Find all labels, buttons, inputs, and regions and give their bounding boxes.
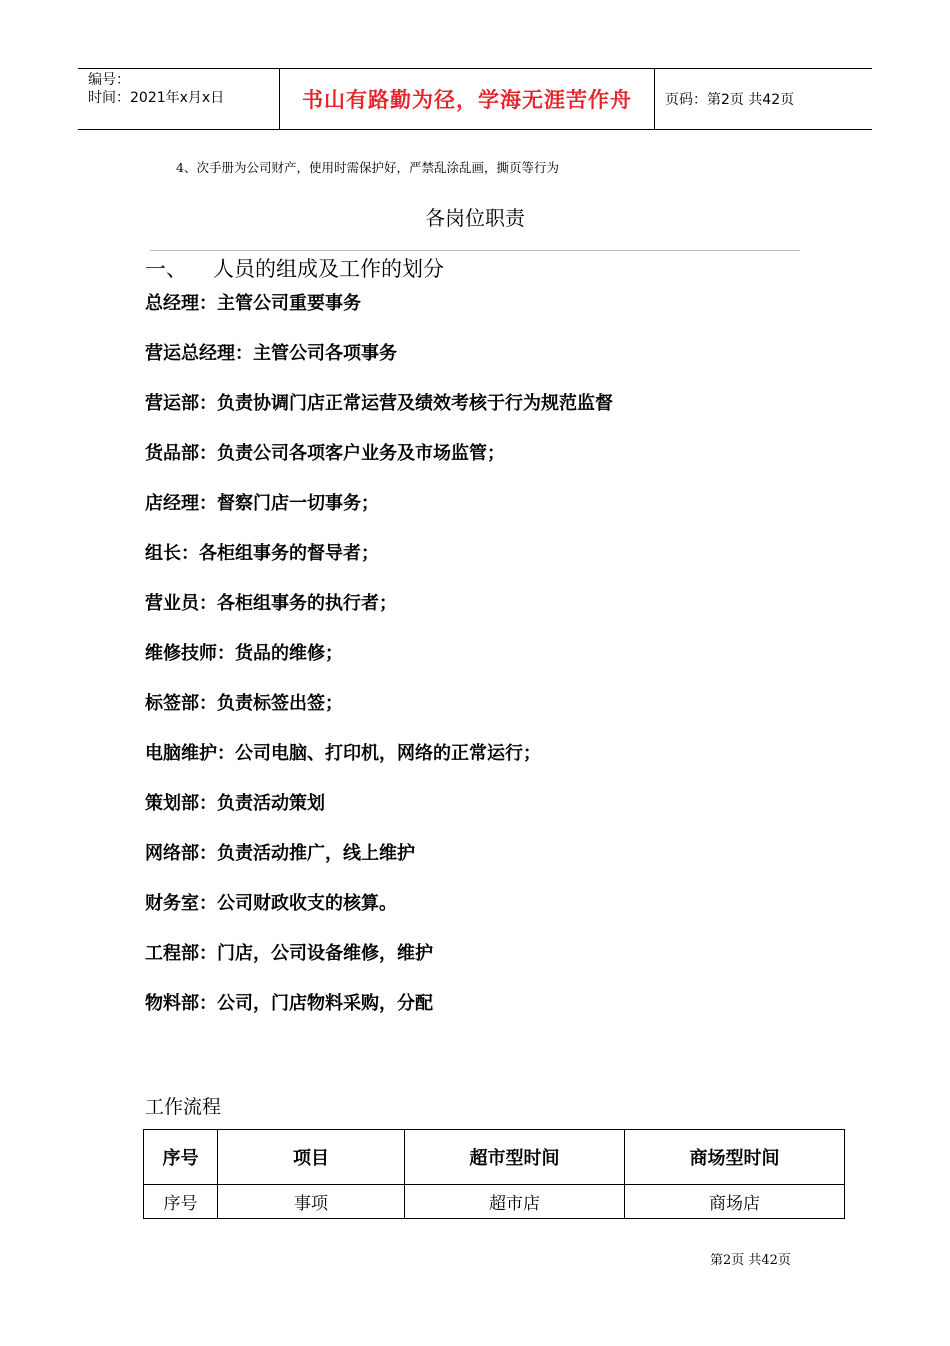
duty-item: 营运部：负责协调门店正常运营及绩效考核于行为规范监督	[145, 393, 613, 414]
table-row	[144, 1185, 845, 1219]
duty-item: 电脑维护：公司电脑、打印机，网络的正常运行；	[145, 743, 541, 764]
time-label: 时间：2021年x月x日	[88, 90, 225, 106]
page-label: 页码：第2页 共42页	[665, 92, 795, 108]
table-header-cell: 项目	[218, 1130, 405, 1185]
table-header-row	[144, 1130, 845, 1185]
title-divider	[150, 250, 800, 251]
duty-item: 财务室：公司财政收支的核算。	[145, 893, 397, 914]
workflow-title: 工作流程	[145, 1096, 222, 1118]
duty-item: 店经理：督察门店一切事务；	[145, 493, 379, 514]
duty-item: 货品部：负责公司各项客户业务及市场监管；	[145, 443, 505, 464]
motto-text: 书山有路勤为径，学海无涯苦作舟	[302, 87, 632, 112]
duty-item: 总经理：主管公司重要事务	[145, 293, 361, 314]
table-cell: 商场店	[625, 1185, 845, 1219]
section-number: 一、	[145, 257, 187, 281]
duty-item: 标签部：负责标签出签；	[145, 693, 343, 714]
table-cell: 超市店	[405, 1185, 625, 1219]
duty-item: 策划部：负责活动策划	[145, 793, 325, 814]
duty-item: 物料部：公司，门店物料采购，分配	[145, 993, 433, 1014]
code-label: 编号：	[88, 72, 130, 88]
duty-item: 工程部：门店，公司设备维修，维护	[145, 943, 433, 964]
header-info-cell	[78, 69, 280, 129]
header-table	[78, 68, 872, 130]
duty-item: 营运总经理：主管公司各项事务	[145, 343, 397, 364]
doc-title: 各岗位职责	[425, 206, 525, 230]
page-footer: 第2页 共42页	[710, 1253, 791, 1268]
duty-item: 网络部：负责活动推广，线上维护	[145, 843, 415, 864]
table-cell: 事项	[218, 1185, 405, 1219]
workflow-table	[143, 1129, 845, 1219]
duty-item: 组长：各柜组事务的督导者；	[145, 543, 379, 564]
header-page-cell	[655, 69, 872, 129]
duty-item: 维修技师：货品的维修；	[145, 643, 343, 664]
duty-item: 营业员：各柜组事务的执行者；	[145, 593, 397, 614]
header-motto-cell	[280, 69, 655, 129]
table-header-cell: 超市型时间	[405, 1130, 625, 1185]
table-header-cell: 序号	[144, 1130, 218, 1185]
section-heading	[145, 253, 444, 283]
table-header-cell: 商场型时间	[625, 1130, 845, 1185]
section-title: 人员的组成及工作的划分	[213, 257, 444, 281]
duties-list	[145, 289, 613, 1039]
usage-note: 4、次手册为公司财产，使用时需保护好，严禁乱涂乱画，撕页等行为	[176, 160, 559, 175]
table-cell: 序号	[144, 1185, 218, 1219]
